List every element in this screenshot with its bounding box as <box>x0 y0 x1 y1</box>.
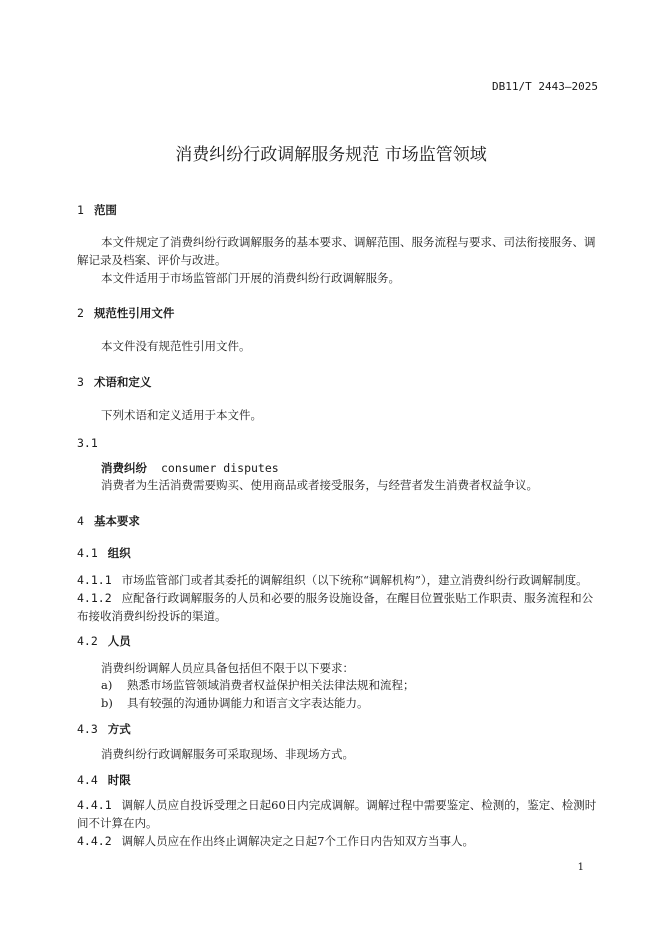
section-number: 2 <box>77 306 84 320</box>
term-number: 3.1 <box>77 436 98 450</box>
section-4-heading <box>77 513 140 529</box>
subsection-title: 组织 <box>107 546 131 560</box>
clause-4-1-1: 4.1.1 市场监管部门或者其委托的调解组织（以下统称“调解机构”），建立消费纠纷行政调解制度。 <box>77 573 588 587</box>
paragraph: 消费纠纷调解人员应具备包括但不限于以下要求： <box>101 661 354 675</box>
section-number: 3 <box>77 375 84 389</box>
term-entry <box>101 460 279 476</box>
section-title: 基本要求 <box>93 514 140 528</box>
subsection-title: 人员 <box>107 634 131 648</box>
subsection-4-3-heading: 4.3 方式 <box>77 722 131 736</box>
standard-number: DB11/T 2443—2025 <box>492 80 598 93</box>
section-number: 1 <box>77 203 84 217</box>
subsection-4-1-heading: 4.1 组织 <box>77 546 131 560</box>
page-number: 1 <box>577 862 584 873</box>
subsection-title: 时限 <box>107 773 131 787</box>
list-item: b) 具有较强的沟通协调能力和语言文字表达能力。 <box>101 696 369 710</box>
paragraph: 本文件规定了消费纠纷行政调解服务的基本要求、调解范围、服务流程与要求、司法衔接服务、调解记录及档案、评价与改进。 <box>77 235 596 267</box>
clause-4-4-1: 4.4.1 调解人员应自投诉受理之日起60日内完成调解。调解过程中需要鉴定、检测的，鉴定、检测时间不计算在内。 <box>77 798 597 830</box>
paragraph: 消费纠纷行政调解服务可采取现场、非现场方式。 <box>101 747 354 761</box>
term-definition: 消费者为生活消费需要购买、使用商品或者接受服务，与经营者发生消费者权益争议。 <box>101 478 538 492</box>
subsection-title: 方式 <box>107 722 131 736</box>
section-title: 范围 <box>93 203 117 217</box>
clause-4-4-2: 4.4.2 调解人员应在作出终止调解决定之日起7个工作日内告知双方当事人。 <box>77 834 474 848</box>
section-3-heading <box>77 374 151 390</box>
section-title: 规范性引用文件 <box>93 306 175 320</box>
subsection-4-2-heading: 4.2 人员 <box>77 634 131 648</box>
paragraph: 本文件没有规范性引用文件。 <box>101 339 251 353</box>
section-number: 4 <box>77 514 84 528</box>
list-item: a) 熟悉市场监管领域消费者权益保护相关法律法规和流程； <box>101 678 415 692</box>
section-2-heading <box>77 305 174 321</box>
document-title: 消费纠纷行政调解服务规范 市场监管领域 <box>175 145 487 165</box>
clause-4-1-2: 4.1.2 应配备行政调解服务的人员和必要的服务设施设备，在醒目位置张贴工作职责、服务流程和公布接收消费纠纷投诉的渠道。 <box>77 591 594 623</box>
paragraph: 本文件适用于市场监管部门开展的消费纠纷行政调解服务。 <box>101 271 400 285</box>
paragraph: 下列术语和定义适用于本文件。 <box>101 408 262 422</box>
subsection-4-4-heading: 4.4 时限 <box>77 773 131 787</box>
term-english: consumer disputes <box>161 461 279 475</box>
term-chinese: 消费纠纷 <box>101 461 147 475</box>
section-title: 术语和定义 <box>93 375 152 389</box>
section-1-heading <box>77 202 117 218</box>
